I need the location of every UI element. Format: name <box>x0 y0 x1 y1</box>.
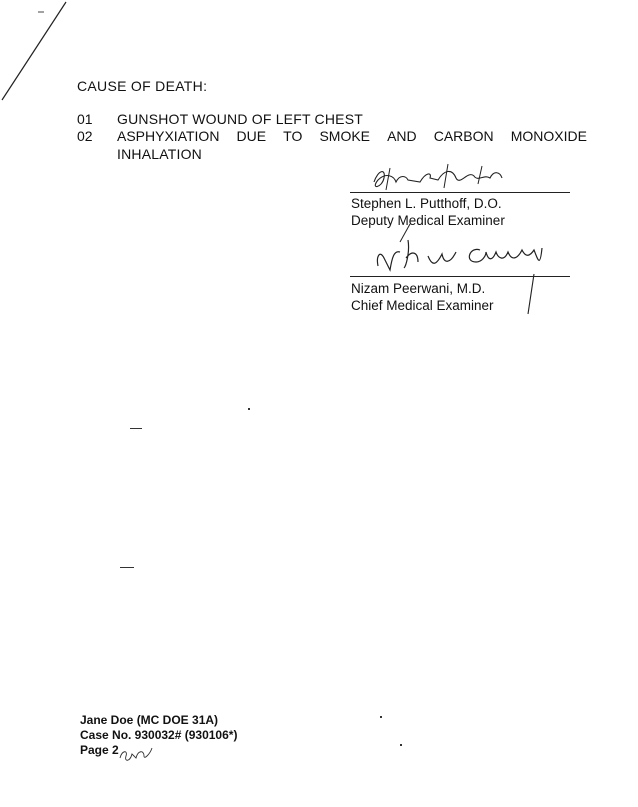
signatory-title: Chief Medical Examiner <box>351 298 494 313</box>
cause-text <box>117 128 587 144</box>
cause-word: ASPHYXIATION <box>117 128 220 144</box>
footer-page <box>80 743 237 758</box>
signatory-title: Deputy Medical Examiner <box>351 213 505 228</box>
signatory-name: Nizam Peerwani, M.D. <box>351 281 486 296</box>
footer-case-number: Case No. 930032# (930106*) <box>80 728 238 742</box>
cause-word: CARBON <box>433 128 494 144</box>
handwritten-initials <box>116 742 156 764</box>
cause-word: TO <box>283 128 303 144</box>
cause-number: 01 <box>77 111 93 127</box>
signatory-name: Stephen L. Putthoff, D.O. <box>351 196 502 211</box>
scan-speck <box>380 716 382 718</box>
cause-word: DUE <box>236 128 267 144</box>
signature-line <box>350 192 570 193</box>
document-footer <box>80 713 237 758</box>
cause-word: SMOKE <box>319 128 371 144</box>
handwritten-signature-deputy <box>360 160 520 196</box>
pen-mark <box>522 270 542 320</box>
cause-of-death-heading: CAUSE OF DEATH: <box>77 78 208 94</box>
scan-speck <box>248 408 250 410</box>
cause-word: AND <box>387 128 417 144</box>
cause-number: 02 <box>77 128 93 144</box>
cause-text: GUNSHOT WOUND OF LEFT CHEST <box>117 111 364 127</box>
footer-case-name: Jane Doe (MC DOE 31A) <box>80 713 219 727</box>
page-number: Page 2 <box>80 743 119 757</box>
cause-word: MONOXIDE <box>510 128 587 144</box>
scan-edge-line <box>0 0 80 110</box>
scan-speck <box>400 744 402 746</box>
scan-speck <box>120 567 134 568</box>
signatory-block <box>351 280 494 314</box>
cause-continuation: INHALATION <box>117 146 202 162</box>
scan-speck <box>130 428 142 429</box>
